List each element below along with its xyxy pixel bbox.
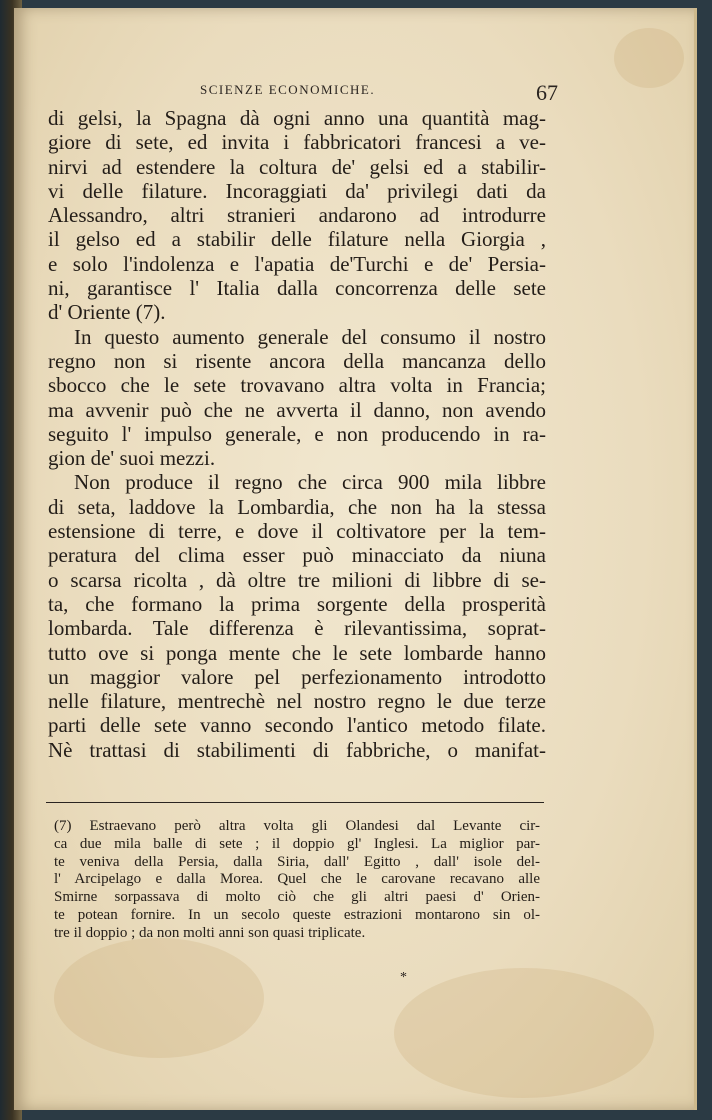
footnote-line: Smirne sorpassava di molto ciò che gli altri paesi d' Orien- [54, 889, 540, 906]
footnote-rule [46, 802, 544, 803]
text-line: gion de' suoi mezzi. [48, 446, 216, 471]
text-line: Alessandro, altri stranieri andarono ad introdurre [48, 203, 546, 228]
text-line: vi delle filature. Incoraggiati da' privilegi dati da [48, 178, 546, 203]
paper-stain [614, 28, 684, 88]
main-text [48, 106, 546, 762]
text-line: Non produce il regno che circa 900 mila libbre [74, 470, 546, 495]
footnote-line: te potean fornire. In un secolo queste estrazioni montarono sin ol- [54, 906, 540, 923]
text-line: lombarda. Tale differenza è rilevantissima, soprat- [48, 616, 546, 641]
text-line: estensione di terre, e dove il coltivatore per la tem- [48, 519, 546, 544]
text-line: nelle filature, mentrechè nel nostro regno le due terze [48, 689, 546, 714]
text-line: di seta, laddove la Lombardia, che non ha la stessa [48, 494, 546, 519]
footnote [54, 818, 540, 943]
text-line: giore di sete, ed invita i fabbricatori francesi a ve- [48, 130, 546, 155]
page-number: 67 [536, 80, 558, 105]
text-line: ma avvenir può che ne avverta il danno, non avendo [48, 397, 546, 422]
footnote-line: l' Arcipelago e dalla Morea. Quel che le carovane recavano alle [54, 871, 540, 888]
text-line: ta, che formano la prima sorgente della prosperità [48, 591, 546, 616]
text-line: ni, garantisce l' Italia dalla concorrenza delle sete [48, 276, 546, 301]
text-line: il gelso ed a stabilir delle filature nella Giorgia , [48, 227, 546, 252]
text-line: tutto ove si ponga mente che le sete lombarde hanno [48, 640, 546, 665]
footnote-line: te veniva della Persia, dalla Siria, dall' Egitto , dall' isole del- [54, 853, 540, 870]
text-line: e solo l'indolenza e l'apatia de'Turchi e de' Persia- [48, 251, 546, 276]
paper-stain [394, 968, 654, 1098]
text-line: o scarsa ricolta , dà oltre tre milioni di libbre di se- [48, 567, 546, 592]
footnote-line: tre il doppio ; da non molti anni son quasi triplicate. [54, 924, 366, 941]
footnote-line: (7) Estraevano però altra volta gli Olandesi dal Levante cir- [54, 818, 540, 834]
text-line: un maggior valore pel perfezionamento introdotto [48, 664, 546, 689]
text-line: nirvi ad estendere la coltura de' gelsi ed a stabilir- [48, 154, 546, 179]
footnote-line: ca due mila balle di sete ; il doppio gl' Inglesi. La miglior par- [54, 835, 540, 852]
paper-stain [54, 938, 264, 1058]
text-line: Nè trattasi di stabilimenti di fabbriche, o manifat- [48, 737, 546, 762]
text-line: d' Oriente (7). [48, 300, 166, 325]
text-line: In questo aumento generale del consumo il nostro [74, 324, 546, 349]
text-line: seguito l' impulso generale, e non producendo in ra- [48, 421, 546, 446]
text-line: di gelsi, la Spagna dà ogni anno una quantità mag- [48, 106, 546, 130]
text-line: parti delle sete vanno secondo l'antico metodo filate. [48, 713, 546, 738]
text-line: peratura del clima esser può minacciato da niuna [48, 543, 546, 568]
signature-mark: * [400, 970, 407, 985]
text-line: sbocco che le sete trovavano altra volta in Francia; [48, 373, 546, 398]
running-title: SCIENZE ECONOMICHE. [200, 82, 376, 97]
text-line: regno non si risente ancora della mancanza dello [48, 348, 546, 373]
